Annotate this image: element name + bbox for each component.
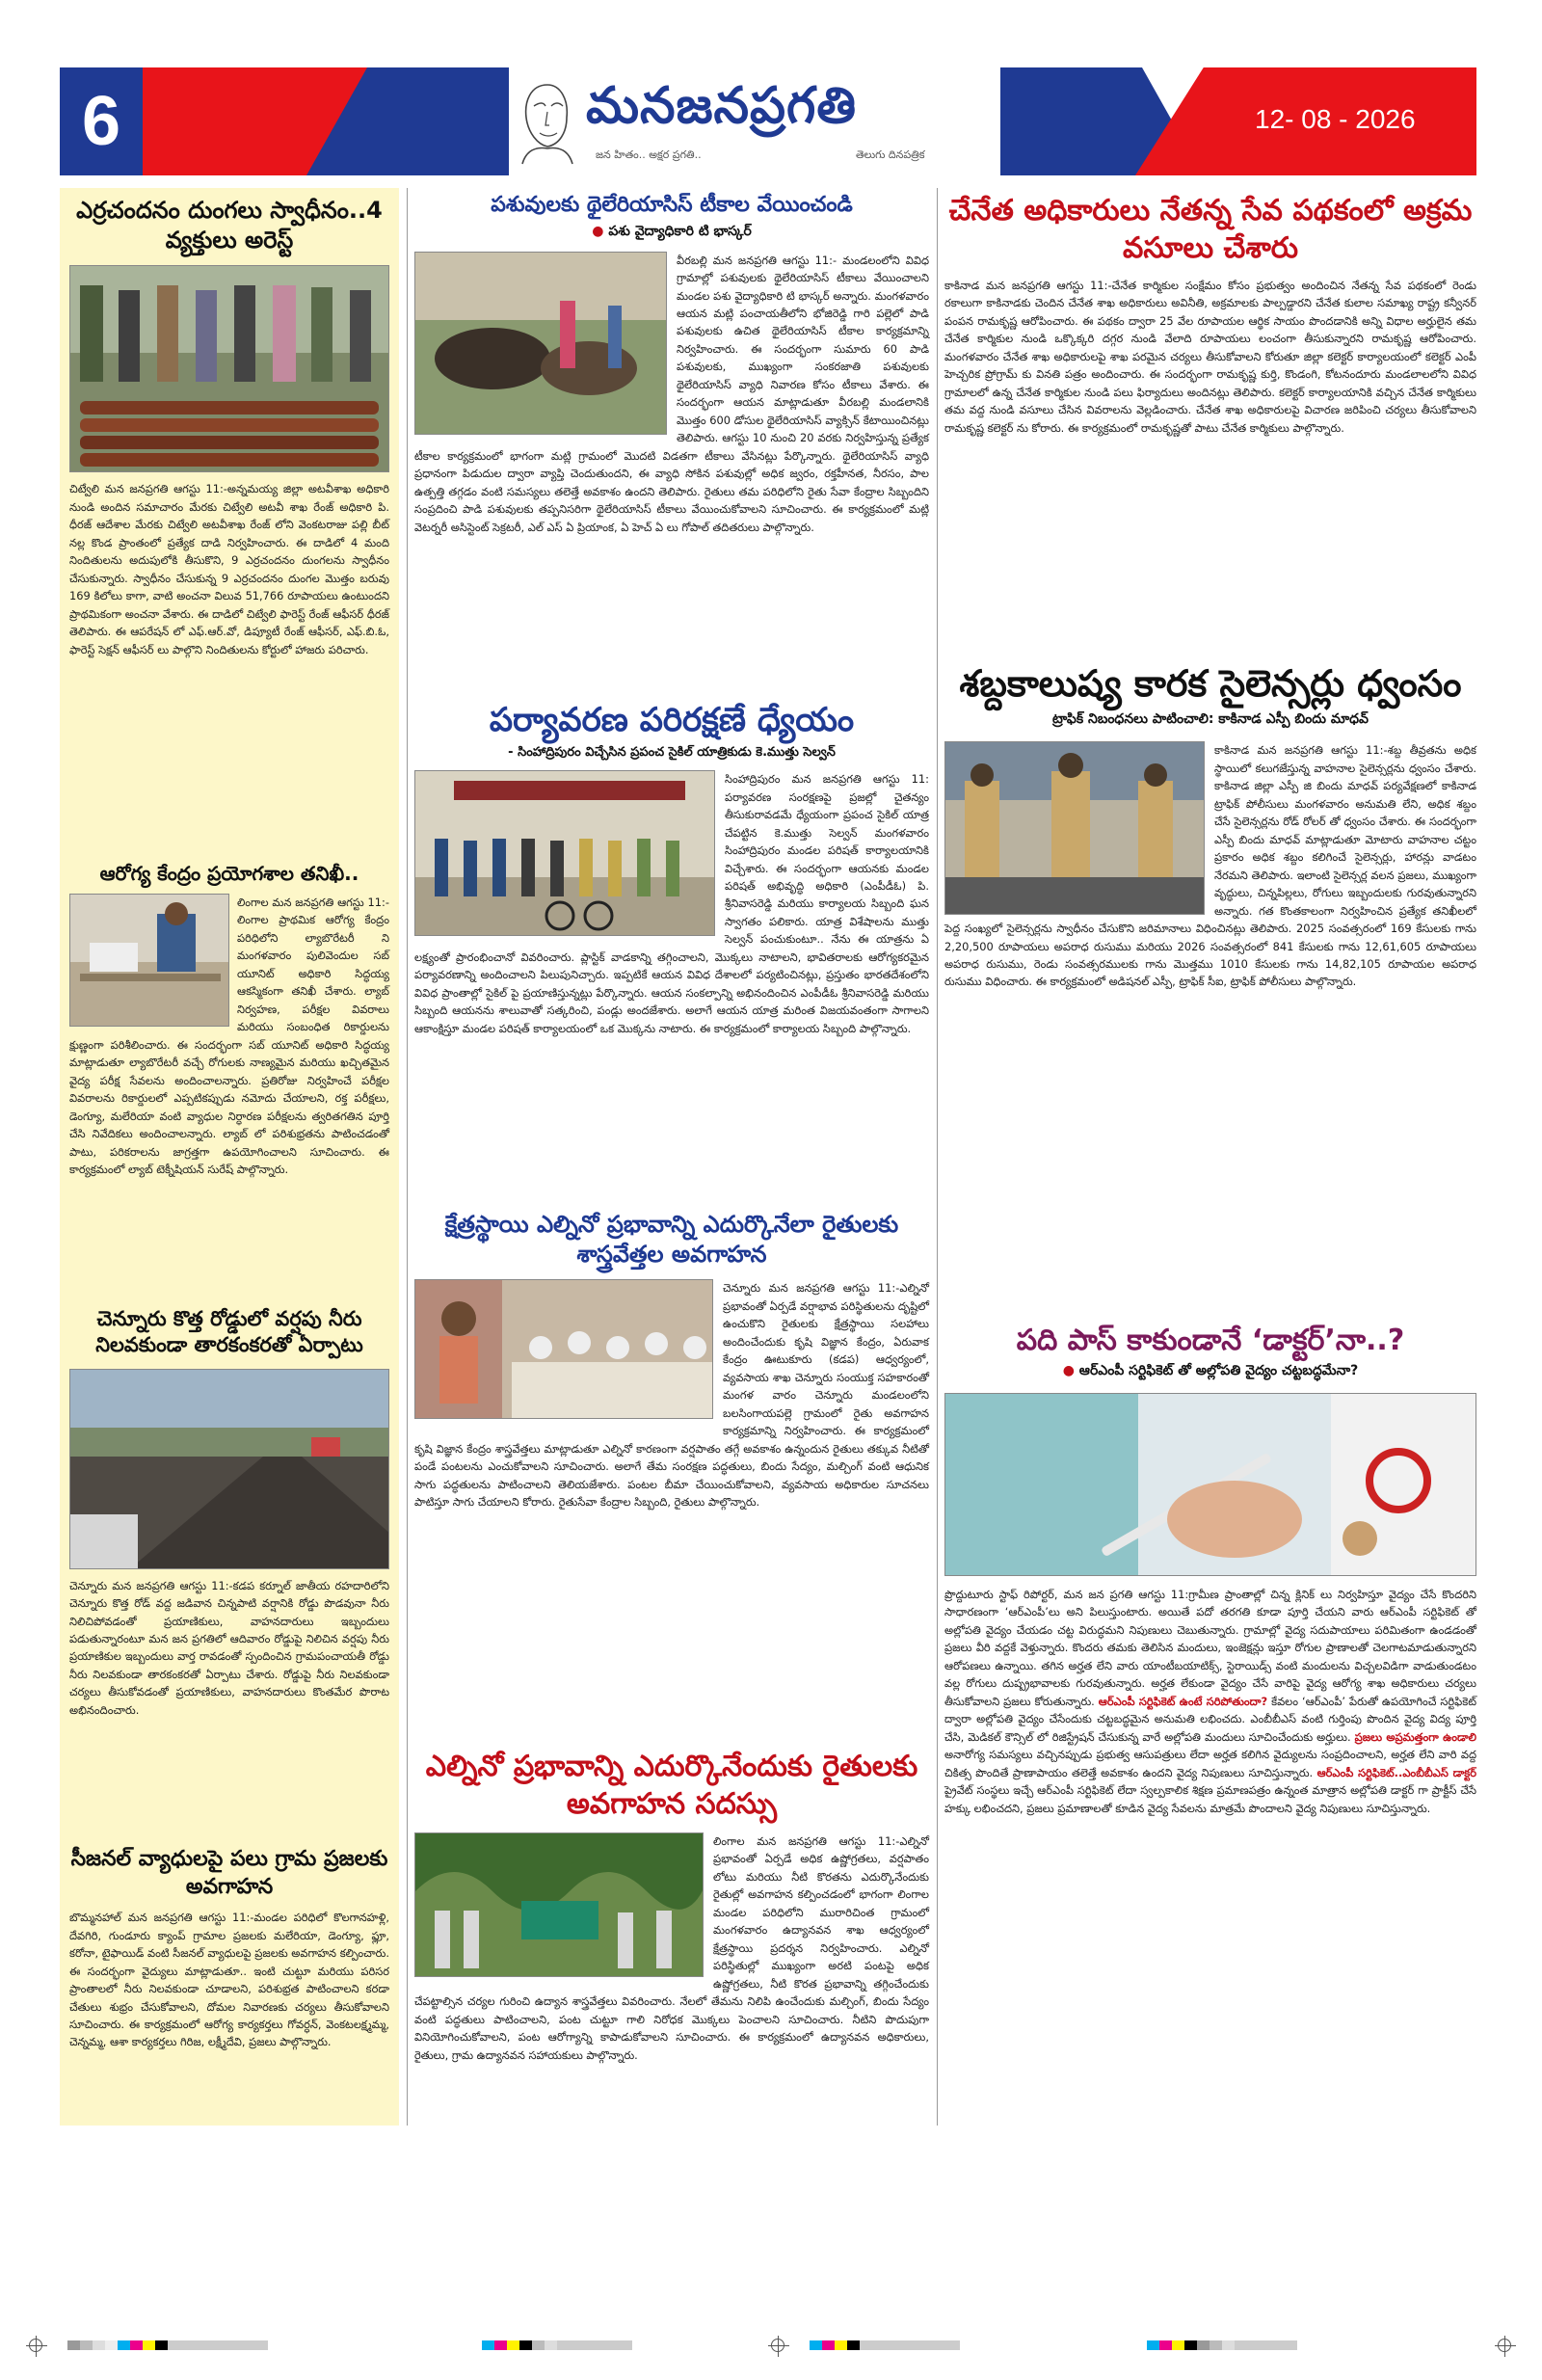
registration-mark-icon xyxy=(29,2339,42,2352)
article-elnino-seminar xyxy=(414,1748,929,2064)
article-body-continued: ప్రైవేట్ సంస్థలు ఇచ్చే ఆర్ఎంపీ సర్టిఫికెట్ లేదా స్వల్పకాలిక శిక్షణ ప్రమాణపత్రం ఉన్నంత మాత్రాన అల్లోపతి డాక్టర్ గా ప్రాక్టీస్ చేసే హక్కు లభించదని, ప్రజలు ప్రమాణాలతో కూడిన వైద్య సేవలను మాత్రమే పొందాలని వైద్య నిపుణులు సూచిస్తున్నారు. xyxy=(944,1783,1476,1815)
print-registration-strip xyxy=(29,2337,1513,2356)
article-handloom xyxy=(944,192,1476,437)
subheadline: ట్రాఫిక్ నిబంధనలు పాటించాలి: కాకినాడ ఎస్పీ బిందు మాధవ్ xyxy=(1052,711,1369,728)
headline: చేనేత అధికారులు నేతన్న సేవ పథకంలో అక్రమ వసూలు చేశారు xyxy=(948,194,1473,265)
photo-seized-logs xyxy=(69,265,389,472)
registration-mark-icon xyxy=(1498,2339,1511,2352)
headline: పది పాస్ కాకుండానే ‘డాక్టర్’నా..? xyxy=(1016,1324,1405,1357)
page-number: 6 xyxy=(60,67,143,175)
article-body: చెన్నూరు మన జనప్రగతి ఆగస్టు 11:-ఎల్నినో ప్రభావంతో ఏర్పడే వర్షాభావ పరిస్థితులను దృష్టిలో ఉంచుకొని రైతులకు క్షేత్రస్థాయి సలహాలు అందించేందుకు కృషి విజ్ఞాన కేంద్రం, ఏరువాక కేంద్రం ఊటుకూరు (కడప) ఆధ్వర్యంలో, వ్యవసాయ శాఖ చెన్నూరు సంయుక్త సహకారంతో మంగళ వారం చెన్నూరు మండలంలోని బలసింగాయపల్లె గ్రామంలో రైతు అవగాహన కార్యక్రమాన్ని నిర్వహించారు. ఈ కార్యక్రమంలో కృషి విజ్ఞాన కేంద్రం శాస్త్రవేత్తలు మాట్లాడుతూ ఎల్నినో కారణంగా వర్షపాతం తగ్గే అవకాశం ఉన్నందున రైతులు తక్కువ నీటితో పండే పంటలను ఎంచుకోవాలని సూచించారు. అలాగే తేమ సంరక్షణ పద్ధతులు, బిందు సేద్యం, మల్చింగ్ వంటి ఆధునిక సాగు పద్ధతులను పాటించాలని తెలియజేశారు. పంటల బీమా చేయించుకోవాలని, వ్యవసాయ అధికారుల సూచనలు పాటిస్తూ సాగు చేయాలని కోరారు. రైతుసేవా కేంద్రాల సిబ్బంది, రైతులు పాల్గొన్నారు. xyxy=(414,1281,929,1509)
subheadline: - సింహాద్రిపురం విచ్చేసిన ప్రపంచ సైకిల్ యాత్రికుడు కె.ముత్తు సెల్వన్ xyxy=(508,745,836,761)
headline: పర్యావరణ పరిరక్షణే ధ్యేయం xyxy=(489,701,855,739)
photo-chennur-road xyxy=(69,1369,389,1569)
color-bar xyxy=(810,2340,960,2350)
color-bar xyxy=(67,2340,268,2350)
article-body-continued: అనారోగ్య సమస్యలు వచ్చినప్పుడు ప్రభుత్వ ఆసుపత్రులు లేదా అర్హత కలిగిన వైద్యులను సంప్రదించాలని, అర్హత లేని వారి వద్ద చికిత్స పొందితే ప్రాణాపాయం తలెత్తే అవకాశం ఉందని వైద్య నిపుణులు సూచిస్తున్నారు. xyxy=(944,1748,1476,1779)
bullet-icon: ● xyxy=(1062,1363,1079,1378)
photo-syringe-stethoscope xyxy=(944,1393,1476,1576)
headline: క్షేత్రస్థాయి ఎల్నినో ప్రభావాన్ని ఎదుర్కొనేలా రైతులకు శాస్త్రవేత్తల అవగాహన xyxy=(444,1211,899,1269)
masthead-logo xyxy=(509,67,1000,175)
article-environment xyxy=(414,699,929,1037)
left-column xyxy=(60,188,399,2126)
article-body: సింహాద్రిపురం మన జనప్రగతి ఆగస్టు 11: పర్యావరణ సంరక్షణపై ప్రజల్లో చైతన్యం తీసుకురావడమే ధ్యేయంగా ప్రపంచ సైకిల్ యాత్ర చేపట్టిన కె.ముత్తు సెల్వన్ మంగళవారం సింహాద్రిపురం మండల పరిషత్ కార్యాలయానికి విచ్చేశారు. ఈ సందర్భంగా ఆయనకు మండల పరిషత్ అభివృద్ధి అధికారి (ఎంపీడీఓ) పి. శ్రీనివాసరెడ్డి మరియు కార్యాలయ సిబ్బంది ఘన స్వాగతం పలికారు. యాత్ర విశేషాలను ముత్తు సెల్వన్ పంచుకుంటూ.. నేను ఈ యాత్రను ఏ లక్ష్యంతో ప్రారంభించానో వివరించారు. ప్లాస్టిక్ వాడకాన్ని తగ్గించాలని, మొక్కలు నాటాలని, భావితరాలకు ఆరోగ్యకరమైన పర్యావరణాన్ని అందించాలని పిలుపునిచ్చారు. ఇప్పటికే ఆయన వివిధ దేశాలలో పర్యటించినట్లు, ప్రస్తుతం భారతదేశంలోని వివిధ ప్రాంతాల్లో సైకిల్ పై ప్రయాణిస్తున్నట్లు పేర్కొన్నారు. ఆయన సంకల్పాన్ని అభినందించిన ఎంపీడీఓ శ్రీనివాసరెడ్డి మరియు సిబ్బంది ఆయనను శాలువాతో సత్కరించి, పండ్లు అందజేశారు. అలాగే ఆయన యాత్ర మరింత విజయవంతంగా సాగాలని ఆకాంక్షిస్తూ మండల పరిషత్ కార్యాలయంలో ఒక మొక్కను నాటారు. ఈ కార్యక్రమంలో కార్యాలయ సిబ్బంది పాల్గొన్నారు. xyxy=(414,772,929,1035)
color-bar xyxy=(1147,2340,1297,2350)
headline: ఆరోగ్య కేంద్రం ప్రయోగశాల తనిఖీ.. xyxy=(99,862,359,885)
article-chennur-road xyxy=(69,1306,389,1719)
article-body: లింగాల మన జనప్రగతి ఆగస్టు 11:-ఎల్నినో ప్రభావంతో ఏర్పడే అధిక ఉష్ణోగ్రతలు, వర్షపాతం లోటు మరియు నీటి కొరతను ఎదుర్కొనేందుకు రైతుల్లో అవగాహన కల్పించడంలో భాగంగా లింగాల మండల పరిధిలోని మురారిచింత గ్రామంలో మంగళవారం ఉద్యానవన శాఖ ఆధ్వర్యంలో క్షేత్రస్థాయి ప్రదర్శన నిర్వహించారు. ఎల్నినో పరిస్థితుల్లో ముఖ్యంగా అరటి పంటపై అధిక ఉష్ణోగ్రతలు, నీటి కొరత ప్రభావాన్ని తగ్గించేందుకు చేపట్టాల్సిన చర్యల గురించి ఉద్యాన శాస్త్రవేత్తలు వివరించారు. నేలలో తేమను నిలిపి ఉంచేందుకు మల్చింగ్, బిందు సేద్యం వంటి పద్ధతులు పాటించాలని, పంట చుట్టూ గాలి నిరోధక మొక్కలు పెంచాలని సూచించారు. నీటిని పొదుపుగా వినియోగించుకోవాలని, పంట ఆరోగ్యాన్ని కాపాడుకోవాలని సూచించారు. ఈ కార్యక్రమంలో ఉద్యానవన అధికారులు, రైతులు, గ్రామ ఉద్యానవన సహాయకులు పాల్గొన్నారు. xyxy=(414,1834,929,2062)
article-theileria-vaccine xyxy=(414,192,929,536)
issue-date: 12- 08 - 2026 xyxy=(1255,104,1416,134)
newspaper-title: మనజనప్రగతి xyxy=(586,77,857,135)
column-divider xyxy=(937,188,938,2126)
headline: సీజనల్ వ్యాధులపై పలు గ్రామ ప్రజలకు అవగాహన xyxy=(70,1847,388,1899)
photo-police-silencers xyxy=(944,741,1205,915)
headline: ఎల్నినో ప్రభావాన్ని ఎదుర్కొనేందుకు రైతులకు అవగాహన సదస్సు xyxy=(425,1750,918,1821)
article-body: వీరబల్లి మన జనప్రగతి ఆగస్టు 11:- మండలంలోని వివిధ గ్రామాల్లో పశువులకు థైలేరియాసిస్ టీకాలు వేయించాలని మండల పశు వైద్యాధికారి టి భాస్కర్ అన్నారు. మంగళవారం ఆయన మట్లి పంచాయతీలోని భోజిరెడ్డి గారి పల్లెలో పాడి పశువులకు ఉచిత థైలేరియాసిస్ టీకాల కార్యక్రమాన్ని నిర్వహించారు. ఈ సందర్భంగా సుమారు 60 పాడి పశువులకు, ముఖ్యంగా సంకరజాతి పశువులకు థైలేరియాసిస్ వ్యాధి నివారణ కోసం టీకాలు వేశారు. ఈ సందర్భంగా ఆయన మాట్లాడుతూ వీరబల్లి మండలానికి మొత్తం 600 డోసుల థైలేరియాసిస్ వ్యాక్సిన్ కేటాయించినట్లు తెలిపారు. ఆగస్టు 10 నుంచి 20 వరకు నిర్వహిస్తున్న ప్రత్యేక టీకాల కార్యక్రమంలో భాగంగా మట్లి గ్రామంలో మొదటి విడతగా టీకాలు వేసినట్లు పేర్కొన్నారు. థైలేరియాసిస్ వ్యాధి ప్రధానంగా పిడుదుల ద్వారా వ్యాప్తి చెందుతుందని, ఈ వ్యాధి సోకిన పశువుల్లో అధిక జ్వరం, రక్తహీనత, నీరసం, పాల ఉత్పత్తి తగ్గడం వంటి సమస్యలు తలెత్తే అవకాశం ఉందని తెలిపారు. రైతులు తమ పరిధిలోని రైతు సేవా కేంద్రాల సిబ్బందిని సంప్రదించి పాడి పశువులకు తప్పనిసరిగా థైలేరియాసిస్ టీకాలు వేయించుకోవాలని సూచించారు. ఈ కార్యక్రమంలో మట్లి వెటర్నరీ అసిస్టెంట్ సెక్రటరీ, ఎల్ ఎస్ ఏ ప్రియాంక, ఏ హెచ్ ఏ లు గోపాల్ తదితరులు పాల్గొన్నారు. xyxy=(414,253,929,534)
photo-farmers-meeting xyxy=(414,1279,713,1419)
article-silencers xyxy=(944,660,1476,991)
newspaper-subtag: తెలుగు దినపత్రిక xyxy=(856,148,925,161)
column-divider xyxy=(407,188,408,2126)
article-rmp-doctor xyxy=(944,1322,1476,1817)
photo-lab-inspection xyxy=(69,894,229,1027)
color-bar xyxy=(482,2340,632,2350)
article-body: లింగాల మన జనప్రగతి ఆగస్టు 11:- లింగాల ప్రాథమిక ఆరోగ్య కేంద్రం పరిధిలోని ల్యాబొరేటరీ ని మంగళవారం పులివెందుల సబ్ యూనిట్ అధికారి సిద్ధయ్య ఆకస్మికంగా తనిఖీ చేశారు. ల్యాబ్ నిర్వహణ, పరీక్షల వివరాలు మరియు సంబంధిత రికార్డులను క్షుణ్ణంగా పరిశీలించారు. ఈ సందర్భంగా సబ్ యూనిట్ అధికారి సిద్ధయ్య మాట్లాడుతూ ల్యాబొరేటరీ వచ్చే రోగులకు నాణ్యమైన మరియు ఖచ్చితమైన వైద్య పరీక్ష సేవలను అందించాలన్నారు. ప్రతిరోజు నిర్వహించే పరీక్షల వివరాలను రికార్డులలో ఎప్పటికప్పుడు నమోదు చేయాలని, రక్త పరీక్షలు, డెంగ్యూ, మలేరియా వంటి వ్యాధుల నిర్ధారణ పరీక్షలను త్వరితగతిన పూర్తి చేసి నివేదికలు అందించాలన్నారు. ల్యాబ్ లో పరిశుభ్రతను పాటించడంతో పాటు, పరికరాలను జాగ్రత్తగా ఉపయోగించాలని సూచించారు. ఈ కార్యక్రమంలో ల్యాబ్ టెక్నీషియన్ సురేష్ పాల్గొన్నారు. xyxy=(69,896,389,1177)
photo-banana-field xyxy=(414,1832,704,1977)
article-lab-inspection xyxy=(69,861,389,1179)
article-body: చెన్నూరు మన జనప్రగతి ఆగస్టు 11:-కడప కర్నూల్ జాతీయ రహదారిలోని చెన్నూరు కొత్త రోడ్ వద్ద జడివాన చిన్నపాటి వర్షానికి రోడ్డు పొడవునా నీరు నిలిచిపోవడంతో ప్రయాణికులు, వాహనదారులు ఇబ్బందులు పడుతున్నారంటూ మన జన ప్రగతిలో ఆదివారం రోడ్డుపై నిలిచిన వర్షపు నీరు ప్రయాణికుల ఇబ్బందులు వార్త రావడంతో స్పందించిన గ్రామపంచాయతీ రోడ్డు నీరు నిలవకుండా తారకంకరతో ఏర్పాటు చేశారు. రోడ్డుపై నీరు నిలవకుండా చర్యలు తీసుకోవడంతో ప్రయాణికులు, వాహనదారులు కొంతమేర పొరాట అభినందించారు. xyxy=(69,1578,389,1717)
article-body: ప్రొద్దుటూరు స్టాఫ్ రిపోర్టర్, మన జన ప్రగతి ఆగస్టు 11:గ్రామీణ ప్రాంతాల్లో చిన్న క్లినిక్ లు నిర్వహిస్తూ వైద్యం చేసే కొందరిని సాధారణంగా ‘ఆర్ఎంపీ’లు అని పిలుస్తుంటారు. అయితే పదో తరగతి కూడా పూర్తి చేయని వారు ఆర్ఎంపీ సర్టిఫికెట్ తో అల్లోపతి వైద్యం చేయడం చట్ట విరుద్ధమని నిపుణులు చెబుతున్నారు. గ్రామాల్లో వైద్య సదుపాయాలు పరిమితంగా ఉండడంతో ప్రజలు వీరి వద్దకే వెళ్తున్నారు. కొందరు తమకు తెలిసిన మందులు, ఇంజెక్షన్లు ఇస్తూ రోగుల ప్రాణాలతో చెలగాటమాడుతున్నారని ఆరోపణలు ఉన్నాయి. తగిన అర్హత లేని వారు యాంటీబయాటిక్స్, స్టెరాయిడ్స్ వంటి మందులను విచ్చలవిడిగా వాడుతుండటం వల్ల రోగులు దుష్ప్రభావాలకు గురవుతున్నారు. అర్హత లేకుండా వైద్యం చేసే వారిపై వైద్య ఆరోగ్య శాఖ అధికారులు చర్యలు తీసుకోవాలని ప్రజలు కోరుతున్నారు. xyxy=(944,1588,1476,1708)
subheadline: పశు వైద్యాధికారి టి భాస్కర్ xyxy=(608,223,752,239)
article-body: చిట్వేలి మన జనప్రగతి ఆగస్టు 11:-అన్నమయ్య జిల్లా అటవీశాఖ అధికారి నుండి అందిన సమాచారం మేరకు చిట్వేలి అటవీ శాఖ రేంజ్ అధికారి పి. ధీరజ్ ఆదేశాల మేరకు చిట్వేలి అటవీశాఖ రేంజ్ లోని వెంకటరాజు పల్లి బీట్ నల్ల కొండ ప్రాంతంలో ప్రత్యేక దాడి నిర్వహించారు. ఈ దాడిలో 4 మంది నిందితులను అదుపులోకి తీసుకొని, 9 ఎర్రచందనం దుంగలను స్వాధీనం చేసుకున్నారు. స్వాధీనం చేసుకున్న 9 ఎర్రచందనం దుంగల మొత్తం బరువు 169 కిలోలు కాగా, వాటి అంచనా విలువ 51,766 రూపాయలు ఉంటుందని ప్రాథమికంగా అంచనా వేశారు. ఈ దాడిలో చిట్వేలి ఫారెస్ట్ రేంజ్ ఆఫీసర్ ధీరజ్ తెలిపారు. ఈ ఆపరేషన్ లో ఎఫ్.ఆర్.వో, డిప్యూటీ రేంజ్ ఆఫీసర్, ఎఫ్.బి.ఓ, ఫారెస్ట్ సెక్షన్ ఆఫీసర్ లు పాల్గొని నిందితులను కోర్టులో హాజరు పరిచారు. xyxy=(69,482,389,656)
article-elnino-scientists xyxy=(414,1210,929,1511)
photo-cattle-vaccination xyxy=(414,252,667,435)
article-body-continued: కేవలం ‘ఆర్ఎంపీ’ పేరుతో ఉపయోగించే సర్టిఫికెట్ ద్వారా అల్లోపతి వైద్యం చేసేందుకు చట్టబద్ధమైన అనుమతి లభించదు. ఎంబీబీఎస్ వంటి గుర్తింపు పొందిన వైద్య విద్య పూర్తి చేసి, మెడికల్ కౌన్సిల్ లో రిజిస్ట్రేషన్ చేసుకున్న వారే అల్లోపతి మందులు సూచించేందుకు అర్హులు. xyxy=(944,1694,1477,1744)
newspaper-tagline: జన హితం.. అక్షర ప్రగతి.. xyxy=(596,148,702,161)
article-body: కాకినాడ మన జనప్రగతి ఆగస్టు 11:-శబ్ద తీవ్రతను అధిక స్థాయిలో కలుగజేస్తున్న వాహనాల సైలెన్సర్లను ధ్వంసం చేశారు. కాకినాడ జిల్లా ఎస్పీ జి బిందు మాధవ్ పర్యవేక్షణలో కాకినాడ ట్రాఫిక్ పోలీసులు మంగళవారం అనుమతి లేని, అధిక శబ్దం చేసే సైలెన్సర్లను రోడ్ రోలర్ తో ధ్వంసం చేశారు. ఈ సందర్భంగా ఎస్పీ బిందు మాధవ్ మాట్లాడుతూ మోటారు వాహనాల చట్టం ప్రకారం అధిక శబ్దం కలిగించే సైలెన్సర్లు, హారన్లు వాడటం నేరమని తెలిపారు. ఇలాంటి సైలెన్సర్ల వలన ప్రజలు, ముఖ్యంగా వృద్ధులు, చిన్నపిల్లలు, రోగులు ఇబ్బందులకు గురవుతున్నారని అన్నారు. గత కొంతకాలంగా నిర్వహించిన ప్రత్యేక తనిఖీలలో పెద్ద సంఖ్యలో సైలెన్సర్లను స్వాధీనం చేసుకొని జరిమానాలు విధించినట్లు తెలిపారు. 2025 సంవత్సరంలో 169 కేసులకు గాను 2,20,500 రూపాయలు అపరాధ రుసుము మరియు 2026 సంవత్సరంలో 841 కేసులకు గాను 12,61,605 రూపాయలు అపరాధ రుసుము, రెండు సంవత్సరములకు గాను మొత్తము 1010 కేసులకు గాను 14,82,105 రూపాయల అపరాధ రుసుము విధించారు. ఈ కార్యక్రమంలో అడిషనల్ ఎస్పీ, ట్రాఫిక్ సీఐ, ట్రాఫిక్ పోలీసులు పాల్గొన్నారు. xyxy=(944,743,1476,989)
portrait-sketch-icon xyxy=(509,77,586,166)
headline: శబ్దకాలుష్య కారక సైలెన్సర్లు ధ్వంసం xyxy=(959,662,1462,705)
photo-cyclist-welcome xyxy=(414,770,715,936)
masthead xyxy=(60,67,1476,175)
registration-mark-icon xyxy=(771,2339,784,2352)
headline: చెన్నూరు కొత్త రోడ్డులో వర్షపు నీరు నిలవకుండా తారకంకరతో ఏర్పాటు xyxy=(95,1307,363,1357)
headline: పశువులకు థైలేరియాసిస్ టీకాల వేయించండి xyxy=(491,193,853,217)
article-body: బొమ్మనహాల్ మన జనప్రగతి ఆగస్టు 11:-మండల పరిధిలో కొలగానహళ్లి, దేవగిరి, గుండూరు క్యాంప్ గ్రామాల ప్రజలకు మలేరియా, డెంగ్యూ, ఫ్లూ, కరోనా, టైఫాయిడ్ వంటి సీజనల్ వ్యాధులపై ప్రజలకు అవగాహన కల్పించారు. ఈ సందర్భంగా వైద్యులు మాట్లాడుతూ.. ఇంటి చుట్టూ మరియు పరిసర ప్రాంతాలలో నీరు నిలవకుండా చూడాలని, పరిశుభ్రత పాటించాలని కరడా చేతులు శుభ్రం చేసుకోవాలని, దోమల నివారణకు చర్యలు తీసుకోవాలని సూచించారు. ఈ కార్యక్రమంలో ఆరోగ్య కార్యకర్తలు గోవర్ధన్, వెంకటలక్ష్మమ్మ, చెన్నమ్మ, ఆశా కార్యకర్తలు గిరిజ, లక్ష్మీదేవి, ప్రజలు పాల్గొన్నారు. xyxy=(69,1911,389,2049)
inline-subhead: ఆర్ఎంపీ సర్టిఫికెట్ ఉంటే సరిపోతుందా? xyxy=(1098,1694,1268,1708)
article-seasonal-diseases xyxy=(69,1846,389,2051)
article-red-sandal xyxy=(69,196,389,658)
bullet-icon: ● xyxy=(592,223,609,239)
article-body: కాకినాడ మన జనప్రగతి ఆగస్టు 11:-చేనేత కార్మికుల సంక్షేమం కోసం ప్రభుత్వం అందించిన నేతన్న సేవ పథకంలో రెండు రకాలుగా కాకినాడకు చెందిన చేనేత శాఖ అధికారులు అవినీతి, అక్రమాలకు పాల్పడ్డారని చేనేత కులాల సమాఖ్య రాష్ట్ర కన్వీనర్ పంపన రామకృష్ణ ఆరోపించారు. ఈ పథకం ద్వారా 25 వేల రూపాయల ఆర్థిక సాయం పొందడానికి అన్ని విధాల అర్హులైన తమ చేనేత కార్మికుల నుండి ఒక్కొక్కరి దగ్గర నుండి వేలాది రూపాయలు లంచంగా తీసుకున్నారని రామకృష్ణ ఆరోపించారు. మంగళవారం చేనేత శాఖ అధికారులపై శాఖ పరమైన చర్యలు తీసుకోవాలని కోరుతూ జిల్లా కలెక్టర్ కార్యాలయంలో కలెక్టర్ ఎంపీ హెచ్చరిక ప్రోగ్రామ్ కు వినతి పత్రం అందించారు. ఈ సందర్భంగా రామకృష్ణ కుర్తి, కొండంగి, కోటనందూరు మండలాలలోని వివిధ గ్రామాలలో ఉన్న చేనేత కార్మికుల నుండి పలు ఫిర్యాదులు అందినట్లు తెలిపారు. కలెక్టర్ కార్యాలయానికి వచ్చిన చేనేత కార్మికులు తమ వద్ద నుండి వసూలు చేసిన వివరాలను వెల్లడించారు. చేనేత శాఖ అధికారులపై విచారణ జరిపించి చర్యలు తీసుకోవాలని రామకృష్ణ కలెక్టర్ ను కోరారు. ఈ కార్యక్రమంలో రామకృష్ణతో పాటు చేనేత కార్మికులు పాల్గొన్నారు. xyxy=(944,279,1476,435)
inline-subhead: ఆర్ఎంపీ సర్టిఫికెట్..ఎంబీబీఎస్ డాక్టర్ xyxy=(1316,1765,1476,1779)
inline-subhead: ప్రజలు అప్రమత్తంగా ఉండాలి xyxy=(1354,1729,1476,1744)
headline: ఎర్రచందనం దుంగలు స్వాధీనం..4 వ్యక్తులు అరెస్ట్ xyxy=(76,197,383,254)
subheadline: ఆర్ఎంపీ సర్టిఫికెట్ తో అల్లోపతి వైద్యం చట్టబద్ధమేనా? xyxy=(1078,1363,1359,1378)
